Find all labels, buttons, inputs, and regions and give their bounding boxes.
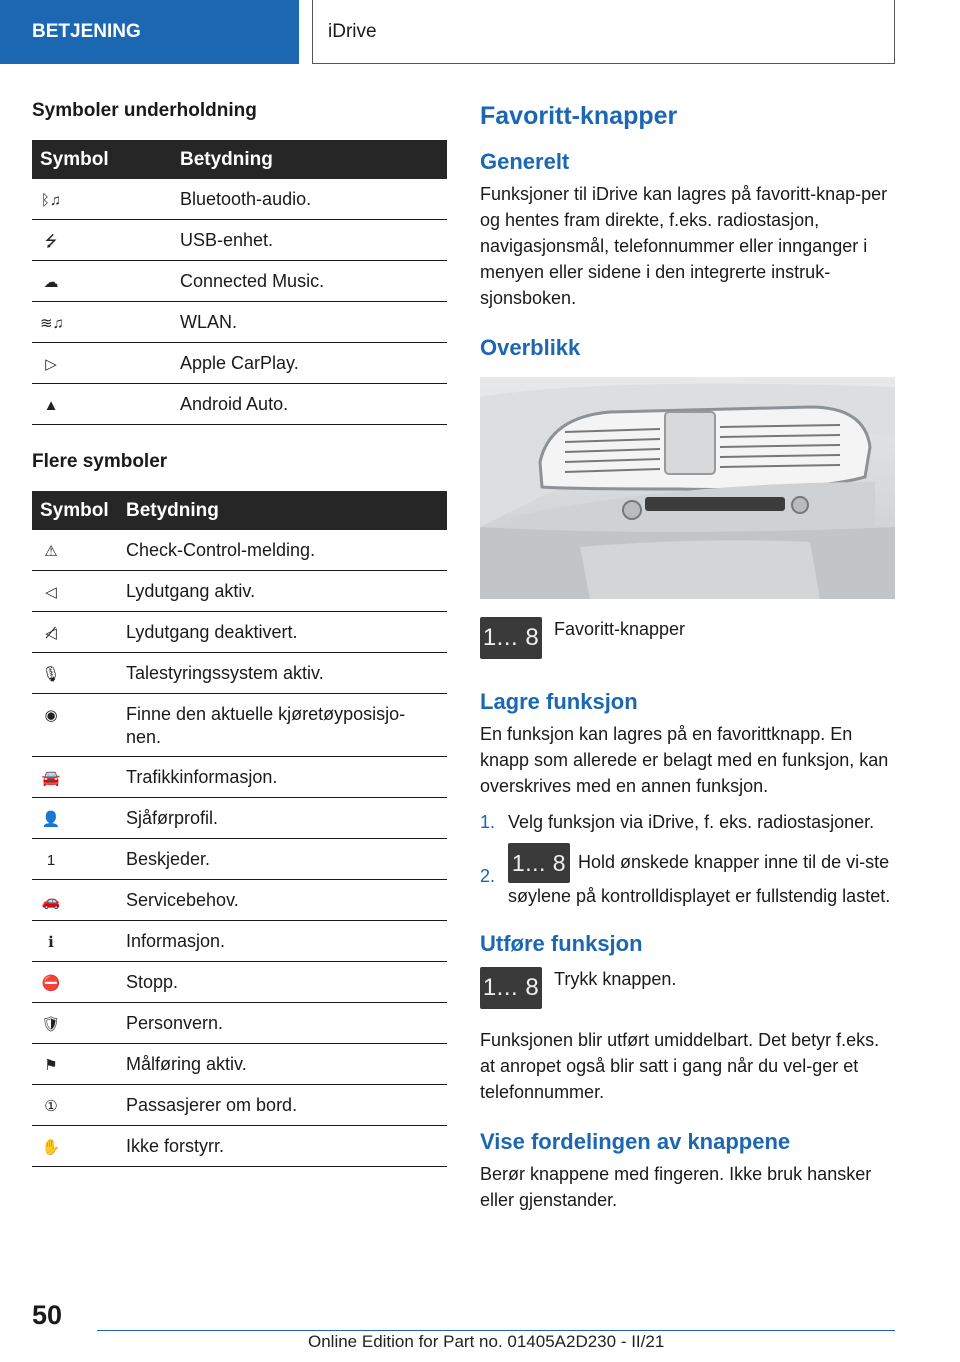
symbol-cell <box>32 179 172 220</box>
footer-divider <box>97 1330 895 1331</box>
step-text: Velg funksjon via iDrive, f. eks. radiostasjoner. <box>508 812 875 832</box>
page-number: 50 <box>32 1300 63 1330</box>
section-title: Favoritt-knapper <box>480 102 678 130</box>
warning-icon: ⚠ <box>44 543 58 560</box>
symbol-cell <box>32 1044 118 1085</box>
more-symbols-table <box>32 491 447 1167</box>
symbol-cell <box>32 921 118 962</box>
save-function-heading: Lagre funksjon <box>480 689 638 714</box>
meaning-cell: Lydutgang aktiv. <box>118 571 447 612</box>
table-row <box>32 302 447 343</box>
list-item <box>480 843 895 909</box>
driver-profile-icon: 👤 <box>41 811 61 828</box>
table-header-row <box>32 140 447 179</box>
meaning-cell: Servicebehov. <box>118 880 447 921</box>
meaning-cell: Passasjerer om bord. <box>118 1085 447 1126</box>
save-steps <box>480 809 895 909</box>
favourite-caption-row <box>480 617 895 659</box>
table-row <box>32 1003 447 1044</box>
do-not-disturb-icon: ✋ <box>41 1139 61 1156</box>
symbol-cell <box>32 1003 118 1044</box>
speaker-muted-icon: ◁̸ <box>45 625 57 642</box>
carplay-icon: ▷ <box>45 356 57 373</box>
execute-text: Trykk knappen. <box>554 969 677 989</box>
symbol-cell <box>32 571 118 612</box>
service-icon: 🚗 <box>41 893 61 910</box>
execute-function-heading: Utføre funksjon <box>480 931 643 956</box>
favourite-caption: Favoritt-knapper <box>554 619 686 639</box>
symbol-cell <box>32 1126 118 1167</box>
table-row <box>32 1044 447 1085</box>
table-row <box>32 921 447 962</box>
meaning-cell: Ikke forstyrr. <box>118 1126 447 1167</box>
destination-flag-icon: ⚑ <box>44 1057 58 1074</box>
execute-row <box>480 967 895 1009</box>
table-row <box>32 343 447 384</box>
wlan-icon: ≋♫ <box>40 315 64 332</box>
entertainment-symbols-table <box>32 140 447 425</box>
meaning-cell: WLAN. <box>172 302 447 343</box>
meaning-cell: Sjåførprofil. <box>118 798 447 839</box>
table-row <box>32 653 447 694</box>
entertainment-symbols-heading: Symboler underholdning <box>32 100 257 121</box>
symbol-cell <box>32 757 118 798</box>
general-text: Funksjoner til iDrive kan lagres på favoritt-knap-per og hentes fram direkte, f.eks. radiostasjon, navigasjonsmål, telefonnummer eller innganger i menyen eller sidene i den integrerte instruk-sjonsboken. <box>480 184 888 308</box>
left-column <box>32 100 447 1167</box>
table-row <box>32 757 447 798</box>
favourite-buttons-icon: 1... 8 <box>480 967 542 1009</box>
chapter-title: iDrive <box>312 0 895 64</box>
table-row <box>32 384 447 425</box>
symbol-cell <box>32 798 118 839</box>
symbol-cell <box>32 880 118 921</box>
table-row <box>32 1126 447 1167</box>
table-row <box>32 261 447 302</box>
meaning-cell: Stopp. <box>118 962 447 1003</box>
overview-heading: Overblikk <box>480 335 581 360</box>
symbol-cell <box>32 220 172 261</box>
execute-text-2: Funksjonen blir utført umiddelbart. Det betyr f.eks. at anropet også blir satt i gang når du vel-ger et telefonnummer. <box>480 1030 880 1102</box>
bluetooth-audio-icon: ᛒ♫ <box>40 192 62 209</box>
table-row <box>32 798 447 839</box>
symbol-cell <box>32 962 118 1003</box>
general-heading: Generelt <box>480 149 570 174</box>
meaning-cell: Connected Music. <box>172 261 447 302</box>
meaning-cell: Personvern. <box>118 1003 447 1044</box>
column-header-meaning: Betydning <box>118 491 447 530</box>
traffic-info-icon: 🚘 <box>41 770 61 787</box>
meaning-cell: Android Auto. <box>172 384 447 425</box>
meaning-cell: Beskjeder. <box>118 839 447 880</box>
table-row <box>32 530 447 571</box>
connected-music-icon: ☁ <box>43 274 59 291</box>
symbol-cell <box>32 530 118 571</box>
table-row <box>32 179 447 220</box>
symbol-cell <box>32 302 172 343</box>
symbol-cell <box>32 653 118 694</box>
column-header-meaning: Betydning <box>172 140 447 179</box>
message-icon: 1 <box>46 852 56 869</box>
table-row <box>32 220 447 261</box>
usb-icon: ⭍ <box>44 233 58 250</box>
table-row <box>32 571 447 612</box>
table-row <box>32 962 447 1003</box>
table-row <box>32 880 447 921</box>
stop-icon: ⛔ <box>41 975 61 992</box>
info-icon: ℹ <box>48 934 54 951</box>
table-row <box>32 694 447 757</box>
meaning-cell: Check-Control-melding. <box>118 530 447 571</box>
save-function-text: En funksjon kan lagres på en favorittknapp. En knapp som allerede er belagt med en funksjon, kan overskrives med en annen funksjon. <box>480 724 889 796</box>
symbol-cell <box>32 839 118 880</box>
meaning-cell: Lydutgang deaktivert. <box>118 612 447 653</box>
favourite-buttons-icon: 1... 8 <box>508 843 570 883</box>
meaning-cell: Apple CarPlay. <box>172 343 447 384</box>
distribution-heading: Vise fordelingen av knappene <box>480 1129 791 1154</box>
symbol-cell <box>32 384 172 425</box>
meaning-cell: USB-enhet. <box>172 220 447 261</box>
list-item <box>480 809 895 835</box>
meaning-cell: Målføring aktiv. <box>118 1044 447 1085</box>
meaning-cell: Bluetooth-audio. <box>172 179 447 220</box>
symbol-cell <box>32 261 172 302</box>
passenger-icon: ① <box>44 1098 58 1115</box>
table-row <box>32 612 447 653</box>
favourite-buttons-icon: 1... 8 <box>480 617 542 659</box>
table-header-row <box>32 491 447 530</box>
more-symbols-heading: Flere symboler <box>32 451 168 472</box>
meaning-cell: Talestyringssystem aktiv. <box>118 653 447 694</box>
column-header-symbol: Symbol <box>32 491 118 530</box>
symbol-cell <box>32 694 118 757</box>
meaning-cell: Finne den aktuelle kjøretøyposisjo-nen. <box>118 694 447 757</box>
column-header-symbol: Symbol <box>32 140 172 179</box>
speaker-icon: ◁ <box>45 584 57 601</box>
edition-footer: Online Edition for Part no. 01405A2D230 - II/21 <box>308 1332 665 1351</box>
meaning-cell: Trafikkinformasjon. <box>118 757 447 798</box>
symbol-cell <box>32 612 118 653</box>
step-number: 1. <box>480 812 496 832</box>
table-row <box>32 839 447 880</box>
table-row <box>32 1085 447 1126</box>
microphone-icon: 🎙 <box>41 666 61 683</box>
dashboard-illustration <box>480 377 895 599</box>
symbol-cell <box>32 343 172 384</box>
step-number: 2. <box>480 866 496 886</box>
symbol-cell <box>32 1085 118 1126</box>
right-column <box>480 100 895 1213</box>
distribution-text: Berør knappene med fingeren. Ikke bruk hansker eller gjenstander. <box>480 1164 872 1210</box>
meaning-cell: Informasjon. <box>118 921 447 962</box>
android-auto-icon: ▲ <box>43 397 59 414</box>
step-text: Hold ønskede knapper inne til de vi-ste søylene på kontrolldisplayet er fullstendig lastet. <box>508 851 891 906</box>
privacy-icon: 🛡 <box>41 1016 61 1033</box>
section-tab: BETJENING <box>0 0 299 64</box>
position-icon: ◉ <box>44 707 58 724</box>
dashboard-photo <box>480 377 895 599</box>
